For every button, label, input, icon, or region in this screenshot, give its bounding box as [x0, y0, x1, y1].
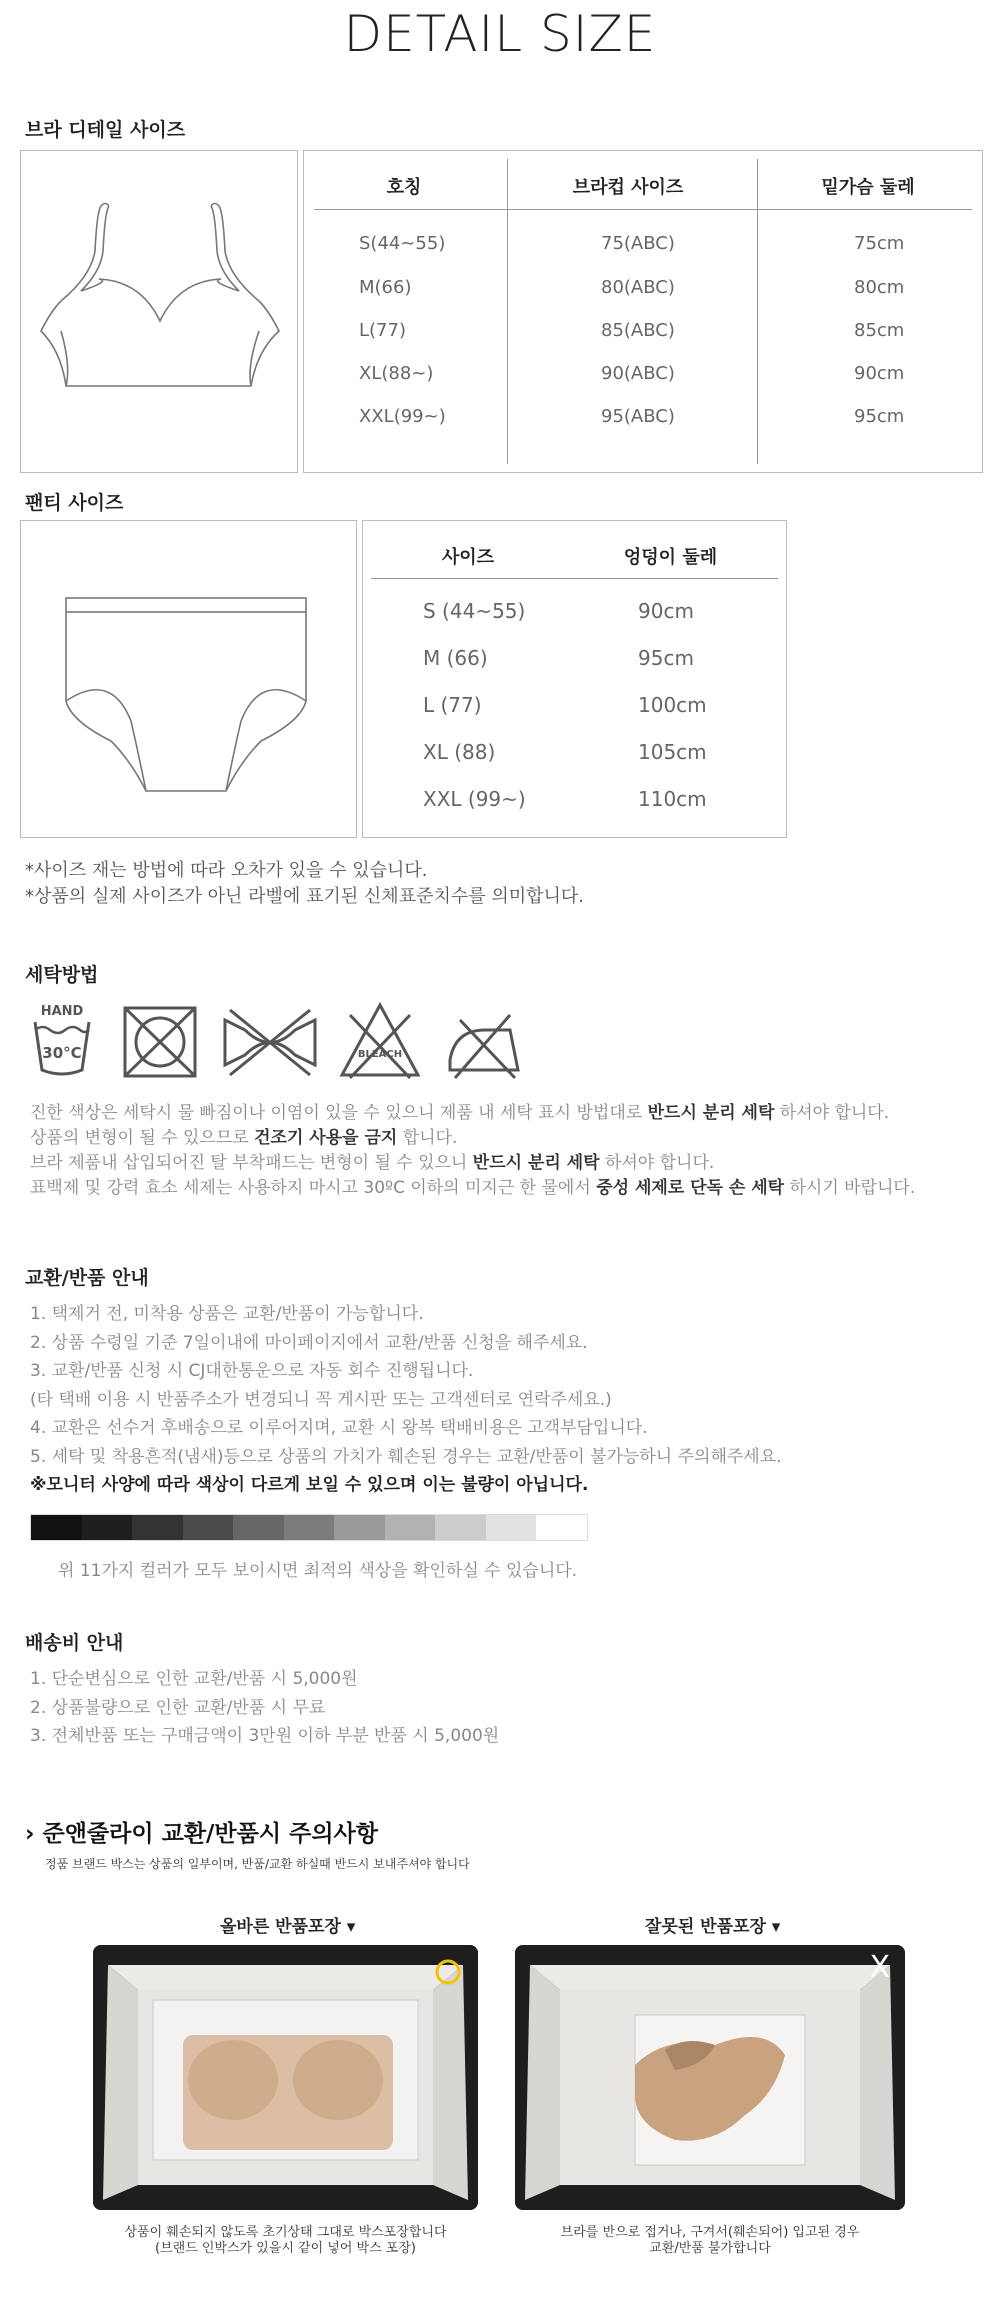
table-row: [304, 363, 982, 393]
wrong-packaging-label: 잘못된 반품포장 ▾: [645, 1917, 781, 1937]
bra-table-header: [304, 151, 982, 209]
wash-instructions: [30, 1101, 915, 1201]
monitor-note: ※모니터 사양에 따라 색상이 다르게 보일 수 있으며 이는 불량이 아닙니다.: [30, 1475, 589, 1495]
size-label: S (44~55): [423, 599, 526, 623]
packaging-title-text: 준앤줄라이 교환/반품시 주의사항: [42, 1821, 378, 1847]
table-row: [304, 233, 982, 263]
no-bleach-icon: [342, 1005, 418, 1078]
no-wring-icon: [225, 1010, 315, 1075]
size-note: *상품의 실제 사이즈가 아닌 라벨에 표기된 신체표준치수를 의미합니다.: [25, 886, 585, 907]
wash-line: 브라 제품내 삽입되어진 탈 부착패드는 변형이 될 수 있으니 반드시 분리 세탁 하셔야 합니다.: [30, 1153, 715, 1173]
shipping-section-title: 배송비 안내: [25, 1632, 124, 1654]
size-label: XXL (99~): [423, 787, 526, 811]
size-label: M (66): [423, 646, 488, 670]
hip-size: 90cm: [638, 599, 694, 623]
bra-section-title: 브라 디테일 사이즈: [25, 119, 186, 141]
exchange-list: [30, 1300, 782, 1500]
table-row: [363, 646, 786, 676]
size-label: S(44~55): [359, 233, 446, 254]
list-item: 3. 전체반품 또는 구매금액이 3만원 이하 부분 반품 시 5,000원: [30, 1726, 500, 1746]
color-swatch-bar: [30, 1514, 588, 1541]
bra-size-table: [303, 150, 983, 473]
swatch-caption: 위 11가지 컬러가 모두 보이시면 최적의 색상을 확인하실 수 있습니다.: [58, 1561, 578, 1581]
underbust: 85cm: [854, 320, 905, 341]
color-swatch: [183, 1515, 234, 1540]
bra-header-size: 호칭: [386, 177, 422, 198]
packaging-subtitle: 정품 브랜드 박스는 상품의 일부이며, 반품/교환 하실때 반드시 보내주셔야 합니다: [45, 1857, 470, 1871]
shipping-list: [30, 1665, 499, 1751]
color-swatch: [233, 1515, 284, 1540]
cup-size: 85(ABC): [601, 320, 675, 341]
table-row: [304, 277, 982, 307]
hip-size: 110cm: [638, 787, 707, 811]
bleach-text: BLEACH: [357, 1049, 403, 1060]
packaging-title: [25, 1815, 378, 1848]
cup-size: 75(ABC): [601, 233, 675, 254]
table-row: [304, 406, 982, 436]
correct-packaging-photo: [93, 1945, 478, 2210]
wash-section-title: 세탁방법: [25, 964, 99, 986]
correct-packaging-label: 올바른 반품포장 ▾: [220, 1917, 356, 1937]
table-row: [363, 740, 786, 770]
table-row: [304, 320, 982, 350]
cup-size: 90(ABC): [601, 363, 675, 384]
cup-size: 95(ABC): [601, 406, 675, 427]
color-swatch: [82, 1515, 133, 1540]
color-swatch: [132, 1515, 183, 1540]
x-mark-icon: X: [869, 1950, 890, 1985]
divider: [371, 578, 778, 579]
list-item: 1. 택제거 전, 미착용 상품은 교환/반품이 가능합니다.: [30, 1304, 424, 1324]
list-item: (타 택배 이용 시 반품주소가 변경되니 꼭 게시판 또는 고객센터로 연락주세요.): [30, 1389, 612, 1410]
hip-size: 105cm: [638, 740, 707, 764]
caret-down-icon: ▾: [771, 1917, 781, 1937]
hip-size: 95cm: [638, 646, 694, 670]
page-title: DETAIL SIZE: [343, 5, 657, 63]
size-label: L (77): [423, 693, 482, 717]
hand-text: HAND: [40, 1004, 84, 1019]
underbust: 90cm: [854, 363, 905, 384]
wash-line: 표백제 및 강력 효소 세제는 사용하지 마시고 30ºC 이하의 미지근 한 물에서 중성 세제로 단독 손 세탁 하시기 바랍니다.: [30, 1178, 916, 1198]
wash-line: 상품의 변형이 될 수 있으므로 건조기 사용을 금지 합니다.: [30, 1128, 458, 1148]
table-row: [363, 599, 786, 629]
table-row: [363, 693, 786, 723]
box-image: [93, 1945, 478, 2210]
no-iron-icon: [450, 1015, 518, 1078]
panty-section-title: 팬티 사이즈: [25, 492, 124, 514]
divider: [314, 209, 972, 210]
list-item: 5. 세탁 및 착용흔적(냄새)등으로 상품의 가치가 훼손된 경우는 교환/반품이 불가능하니 주의해주세요.: [30, 1446, 782, 1467]
underbust: 95cm: [854, 406, 905, 427]
color-swatch: [486, 1515, 537, 1540]
underbust: 80cm: [854, 277, 905, 298]
size-note: *사이즈 재는 방법에 따라 오차가 있을 수 있습니다.: [25, 860, 428, 881]
exchange-section-title: 교환/반품 안내: [25, 1267, 149, 1289]
temp-text: 30°C: [42, 1044, 82, 1062]
color-swatch: [334, 1515, 385, 1540]
panty-size-table: [362, 520, 787, 838]
color-swatch: [536, 1515, 587, 1540]
bra-illustration: [21, 151, 299, 474]
wrong-packaging-photo: [515, 1945, 905, 2210]
cup-size: 80(ABC): [601, 277, 675, 298]
color-swatch: [284, 1515, 335, 1540]
care-symbols: [30, 1000, 530, 1085]
size-label: XL (88): [423, 740, 496, 764]
panty-header-hip: 엉덩이 둘레: [623, 547, 718, 568]
panty-illustration-box: [20, 520, 357, 838]
chevron-right-icon: ›: [25, 1821, 35, 1847]
hip-size: 100cm: [638, 693, 707, 717]
size-label: XXL(99~): [359, 406, 446, 427]
size-label: M(66): [359, 277, 412, 298]
wash-line: 진한 색상은 세탁시 물 빠짐이나 이염이 있을 수 있으니 제품 내 세탁 표시 방법대로 반드시 분리 세탁 하셔야 합니다.: [30, 1103, 890, 1123]
color-swatch: [435, 1515, 486, 1540]
size-label: L(77): [359, 320, 406, 341]
caret-down-icon: ▾: [346, 1917, 356, 1937]
underbust: 75cm: [854, 233, 905, 254]
list-item: 1. 단순변심으로 인한 교환/반품 시 5,000원: [30, 1669, 358, 1689]
list-item: 3. 교환/반품 신청 시 CJ대한통운으로 자동 회수 진행됩니다.: [30, 1361, 474, 1381]
no-tumble-dry-icon: [125, 1008, 195, 1076]
box-image: [515, 1945, 905, 2210]
list-item: 2. 상품 수령일 기준 7일이내에 마이페이지에서 교환/반품 신청을 해주세요.: [30, 1332, 588, 1353]
bra-illustration-box: [20, 150, 298, 473]
color-swatch: [31, 1515, 82, 1540]
color-swatch: [385, 1515, 436, 1540]
table-row: [363, 787, 786, 817]
correct-packaging-caption: 상품이 훼손되지 않도록 초기상태 그대로 박스포장합니다 (브랜드 인박스가 있을시 같이 넣어 박스 포장): [124, 2225, 447, 2256]
hand-wash-icon: [35, 1004, 89, 1074]
bra-header-cup: 브라컵 사이즈: [572, 177, 684, 198]
list-item: 4. 교환은 선수거 후배송으로 이루어지며, 교환 시 왕복 택배비용은 고객부담입니다.: [30, 1418, 648, 1438]
list-item: 2. 상품불량으로 인한 교환/반품 시 무료: [30, 1697, 326, 1718]
wrong-packaging-caption: 브라를 반으로 접거나, 구겨서(훼손되어) 입고된 경우 교환/반품 불가합니다: [560, 2225, 860, 2256]
panty-illustration: [21, 521, 358, 839]
bra-header-underbust: 밑가슴 둘레: [821, 177, 915, 198]
panty-header-size: 사이즈: [441, 547, 495, 568]
size-label: XL(88~): [359, 363, 434, 384]
